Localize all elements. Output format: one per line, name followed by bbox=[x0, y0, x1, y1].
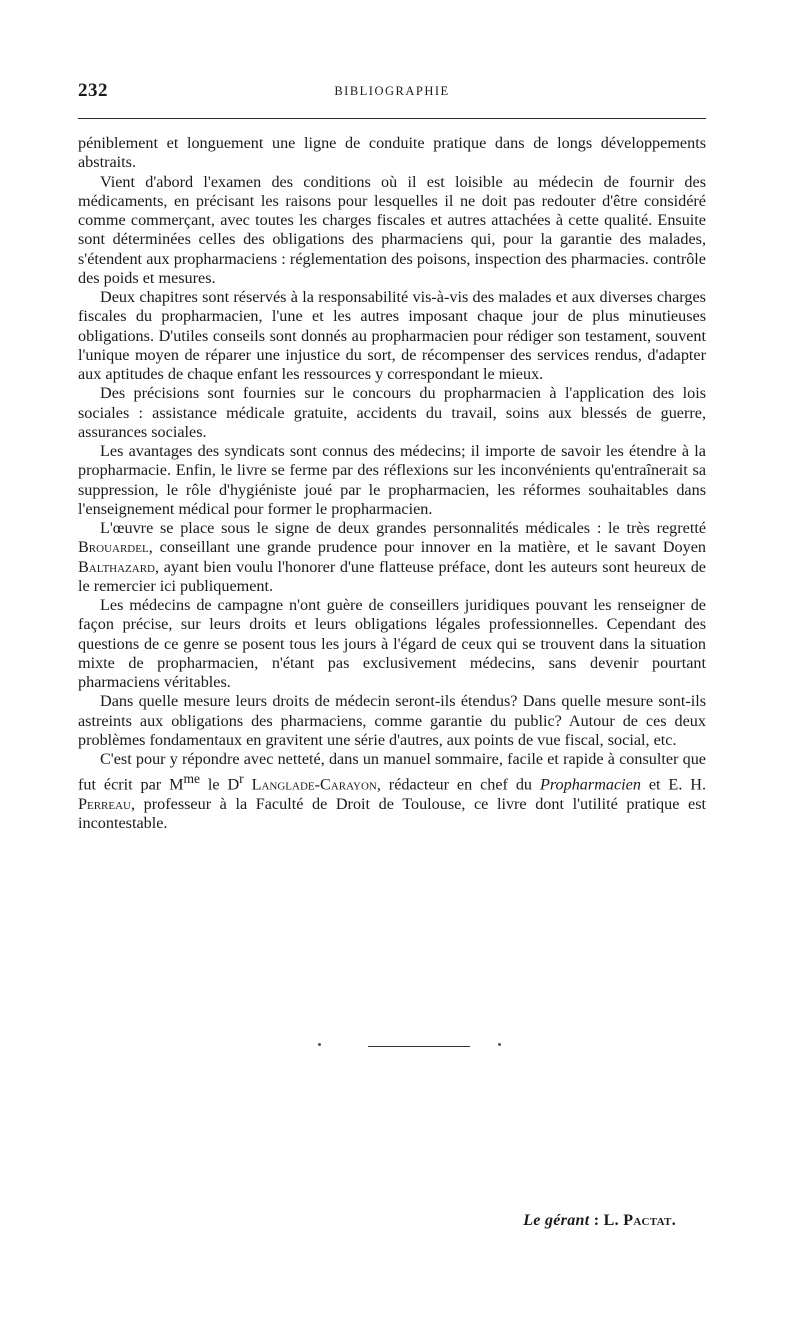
end-ornament-dot-right bbox=[498, 1043, 501, 1046]
paragraph-1: péniblement et longuement une ligne de conduite pratique dans de longs développements abstraits. bbox=[78, 134, 706, 172]
journal-title: Propharmacien bbox=[539, 775, 641, 794]
paragraph-9-text-a: C'est pour y répondre avec netteté, dans un manuel sommaire, facile et rapide à consulter que fut écrit par M bbox=[78, 750, 706, 794]
publisher-signature bbox=[523, 1212, 676, 1230]
paragraph-7: Les médecins de campagne n'ont guère de conseillers juridiques pouvant les renseigner de façon précise, sur leurs droits et leurs obligations légales professionnelles. Cependant des questions de ce genre se posent tous les jours à l'égard de ceux qui se trouvent dans la situation mixte de propharmacien, n'étant pas exclusivement médecins, sans devenir pourtant pharmaciens véritables. bbox=[78, 596, 706, 691]
docteur-superscript: r bbox=[239, 771, 244, 787]
end-of-article-rule bbox=[368, 1046, 470, 1047]
review-body bbox=[78, 134, 706, 833]
paragraph-9-text-d: et E. H. bbox=[640, 775, 707, 794]
header-rule bbox=[78, 118, 706, 119]
madame-superscript: me bbox=[183, 771, 200, 787]
paragraph-4: Des précisions sont fournies sur le concours du propharmacien à l'application des lois sociales : assistance médicale gratuite, accidents du travail, soins aux blessés de guerre, assurances sociales. bbox=[78, 384, 706, 441]
paragraph-5: Les avantages des syndicats sont connus des médecins; il importe de savoir les étendre à la propharmacie. Enfin, le livre se ferme par des réflexions sur les inconvénients qu'entraînerait sa suppression, le rôle d'hygiéniste joué par le propharmacien, les réformes souhaitables dans l'enseignement médical pour former le propharmacien. bbox=[78, 442, 706, 518]
page-number: 232 bbox=[78, 80, 108, 101]
paragraph-6-text-a: L'œuvre se place sous le signe de deux grandes personnalités médicales : le très regretté bbox=[100, 519, 706, 537]
signature-separator: : bbox=[589, 1212, 604, 1229]
end-ornament-dot-left bbox=[318, 1043, 321, 1046]
paragraph-9-text-e: , professeur à la Faculté de Droit de Toulouse, ce livre dont l'utilité pratique est incontestable. bbox=[78, 794, 706, 833]
paragraph-6-text-b: , conseillant une grande prudence pour innover en la matière, et le savant Doyen bbox=[148, 538, 706, 557]
paragraph-8: Dans quelle mesure leurs droits de médecin seront-ils étendus? Dans quelle mesure sont-ils astreints aux obligations des pharmaciens, comme garantie du public? Autour de ces deux problèmes fondamentaux en gravitent une série d'autres, aux points de vue fiscal, social, etc. bbox=[78, 692, 706, 749]
person-name-balthazard: Balthazard bbox=[78, 557, 156, 576]
person-name-brouardel: Brouardel bbox=[78, 538, 149, 557]
paragraph-9-text-c: , rédacteur en chef du bbox=[376, 775, 540, 794]
paragraph-3: Deux chapitres sont réservés à la responsabilité vis-à-vis des malades et aux diverses charges fiscales du propharmacien, l'une et les autres imposant chaque jour de plus minutieuses obligations. D'utiles conseils sont donnés au propharmacien pour rédiger son testament, souvent l'unique moyen de réparer une injustice du sort, de récompenser des services rendus, d'adapter aux aptitudes de chaque enfant les ressources y correspondant le mieux. bbox=[78, 288, 706, 383]
paragraph-9-text-b: le D bbox=[200, 775, 240, 794]
author-name-langlade-carayon: Langlade-Carayon bbox=[251, 775, 377, 794]
author-name-perreau: Perreau bbox=[78, 794, 132, 813]
signature-role: Le gérant bbox=[523, 1212, 590, 1229]
paragraph-9 bbox=[78, 750, 706, 833]
running-title: BIBLIOGRAPHIE bbox=[334, 84, 450, 98]
signature-name: L. Pactat. bbox=[603, 1212, 676, 1229]
page-header bbox=[78, 80, 706, 106]
paragraph-6 bbox=[78, 519, 706, 596]
paragraph-2: Vient d'abord l'examen des conditions où il est loisible au médecin de fournir des médicaments, en précisant les raisons pour lesquelles il ne doit pas redouter d'être considéré comme commerçant, avec toutes les charges fiscales et autres attachées à cette qualité. Ensuite sont déterminées celles des obligations des pharmaciens qui, pour la garantie des malades, s'étendent aux propharmaciens : réglementation des poisons, inspection des pharmacies. contrôle des poids et mesures. bbox=[78, 172, 706, 287]
paragraph-6-text-c: , ayant bien voulu l'honorer d'une flatteuse préface, dont les auteurs sont heureux de le remercier ici publiquement. bbox=[78, 557, 706, 595]
